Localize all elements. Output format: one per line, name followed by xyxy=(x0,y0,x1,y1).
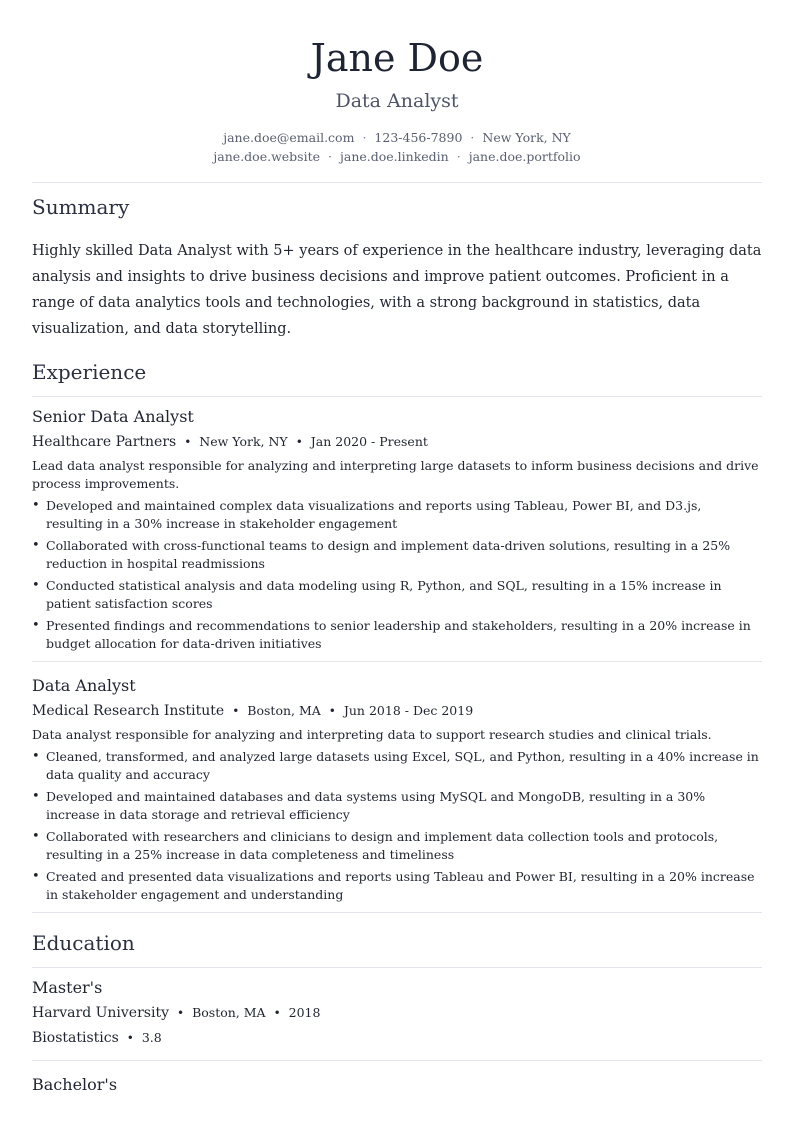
bullet-icon: • xyxy=(32,829,40,844)
education-meta xyxy=(32,1003,762,1023)
company-name: Medical Research Institute xyxy=(32,703,225,719)
job-dates: Jun 2018 - Dec 2019 xyxy=(343,703,474,718)
graduation-year: 2018 xyxy=(288,1005,321,1020)
candidate-title: Data Analyst xyxy=(335,90,459,112)
portfolio-link[interactable]: jane.doe.portfolio xyxy=(468,149,581,164)
job-location: New York, NY xyxy=(199,434,288,449)
list-item xyxy=(32,748,762,784)
job-title: Senior Data Analyst xyxy=(32,407,194,426)
school-location: Boston, MA xyxy=(192,1005,266,1020)
degree: Master's xyxy=(32,978,103,997)
bullet-separator: • xyxy=(126,1031,134,1045)
job-entry xyxy=(32,675,762,904)
achievement-text: Cleaned, transformed, and analyzed large datasets using Excel, SQL, and Python, resulting in a 40% increase in data quality and accuracy xyxy=(46,749,759,782)
list-item xyxy=(32,617,762,653)
bullet-separator: • xyxy=(232,704,240,718)
separator: · xyxy=(456,149,461,164)
email-link[interactable]: jane.doe@email.com xyxy=(223,130,355,145)
job-entry xyxy=(32,406,762,653)
achievement-text: Collaborated with cross-functional teams to design and implement data-driven solutions, resulting in a 25% reduction in hospital readmissions xyxy=(46,538,731,571)
job-description: Data analyst responsible for analyzing and interpreting data to support research studies and clinical trials. xyxy=(32,727,712,742)
divider xyxy=(32,396,762,397)
education-heading: Education xyxy=(32,931,135,955)
job-title: Data Analyst xyxy=(32,676,136,695)
experience-heading: Experience xyxy=(32,360,147,384)
list-item xyxy=(32,577,762,613)
achievement-text: Presented findings and recommendations to senior leadership and stakeholders, resulting in a 20% increase in budget allocation for data-driven initiatives xyxy=(46,618,751,651)
education-section xyxy=(32,929,762,1096)
candidate-name: Jane Doe xyxy=(310,36,484,80)
job-achievements xyxy=(32,497,762,653)
summary-heading: Summary xyxy=(32,195,130,219)
job-location: Boston, MA xyxy=(247,703,321,718)
education-entry xyxy=(32,1074,762,1096)
list-item xyxy=(32,497,762,533)
linkedin-link[interactable]: jane.doe.linkedin xyxy=(340,149,449,164)
contact-line-2 xyxy=(32,147,762,166)
list-item xyxy=(32,537,762,573)
location: New York, NY xyxy=(482,130,571,145)
divider xyxy=(32,182,762,183)
job-description: Lead data analyst responsible for analyzing and interpreting large datasets to inform business decisions and drive process improvements. xyxy=(32,458,759,491)
summary-text: Highly skilled Data Analyst with 5+ years of experience in the healthcare industry, leveraging data analysis and insights to drive business decisions and improve patient outcomes. Proficient in a range of data analytics tools and technologies, with a strong background in statistics, data visualization, and data storytelling. xyxy=(32,243,762,337)
list-item xyxy=(32,788,762,824)
experience-section xyxy=(32,358,762,913)
job-meta xyxy=(32,701,762,721)
bullet-separator: • xyxy=(328,704,336,718)
achievement-text: Conducted statistical analysis and data modeling using R, Python, and SQL, resulting in a 15% increase in patient satisfaction scores xyxy=(46,578,722,611)
separator: · xyxy=(328,149,332,164)
job-meta xyxy=(32,432,762,452)
bullet-icon: • xyxy=(32,869,40,884)
bullet-separator: • xyxy=(295,435,303,449)
bullet-icon: • xyxy=(32,578,40,593)
achievement-text: Collaborated with researchers and clinicians to design and implement data collection tools and protocols, resulting in a 25% increase in data completeness and timeliness xyxy=(46,829,719,862)
contact-line-1 xyxy=(32,128,762,147)
school-name: Harvard University xyxy=(32,1005,169,1021)
job-dates: Jan 2020 - Present xyxy=(310,434,428,449)
contact-info xyxy=(32,128,762,166)
divider xyxy=(32,661,762,662)
achievement-text: Developed and maintained complex data visualizations and reports using Tableau, Power BI, and D3.js, resulting in a 30% increase in stakeholder engagement xyxy=(46,498,702,531)
gpa: 3.8 xyxy=(141,1030,162,1045)
resume-header xyxy=(32,0,762,166)
bullet-separator: • xyxy=(177,1006,185,1020)
job-achievements xyxy=(32,748,762,904)
divider xyxy=(32,912,762,913)
divider xyxy=(32,967,762,968)
website-link[interactable]: jane.doe.website xyxy=(213,149,321,164)
achievement-text: Developed and maintained databases and data systems using MySQL and MongoDB, resulting in a 30% increase in data storage and retrieval efficiency xyxy=(46,789,706,822)
achievement-text: Created and presented data visualizations and reports using Tableau and Power BI, resulting in a 20% increase in stakeholder engagement and understanding xyxy=(46,869,755,902)
field-of-study xyxy=(32,1028,762,1048)
bullet-icon: • xyxy=(32,498,40,513)
bullet-icon: • xyxy=(32,618,40,633)
bullet-separator: • xyxy=(184,435,192,449)
separator: · xyxy=(470,130,475,145)
summary-section xyxy=(32,193,762,342)
divider xyxy=(32,1060,762,1061)
list-item xyxy=(32,828,762,864)
bullet-icon: • xyxy=(32,749,40,764)
list-item xyxy=(32,868,762,904)
bullet-icon: • xyxy=(32,538,40,553)
bullet-separator: • xyxy=(273,1006,281,1020)
education-entry xyxy=(32,977,762,1048)
phone-number: 123-456-7890 xyxy=(374,130,463,145)
degree: Bachelor's xyxy=(32,1075,118,1094)
separator: · xyxy=(362,130,367,145)
bullet-icon: • xyxy=(32,789,40,804)
company-name: Healthcare Partners xyxy=(32,434,177,450)
field-name: Biostatistics xyxy=(32,1030,119,1046)
